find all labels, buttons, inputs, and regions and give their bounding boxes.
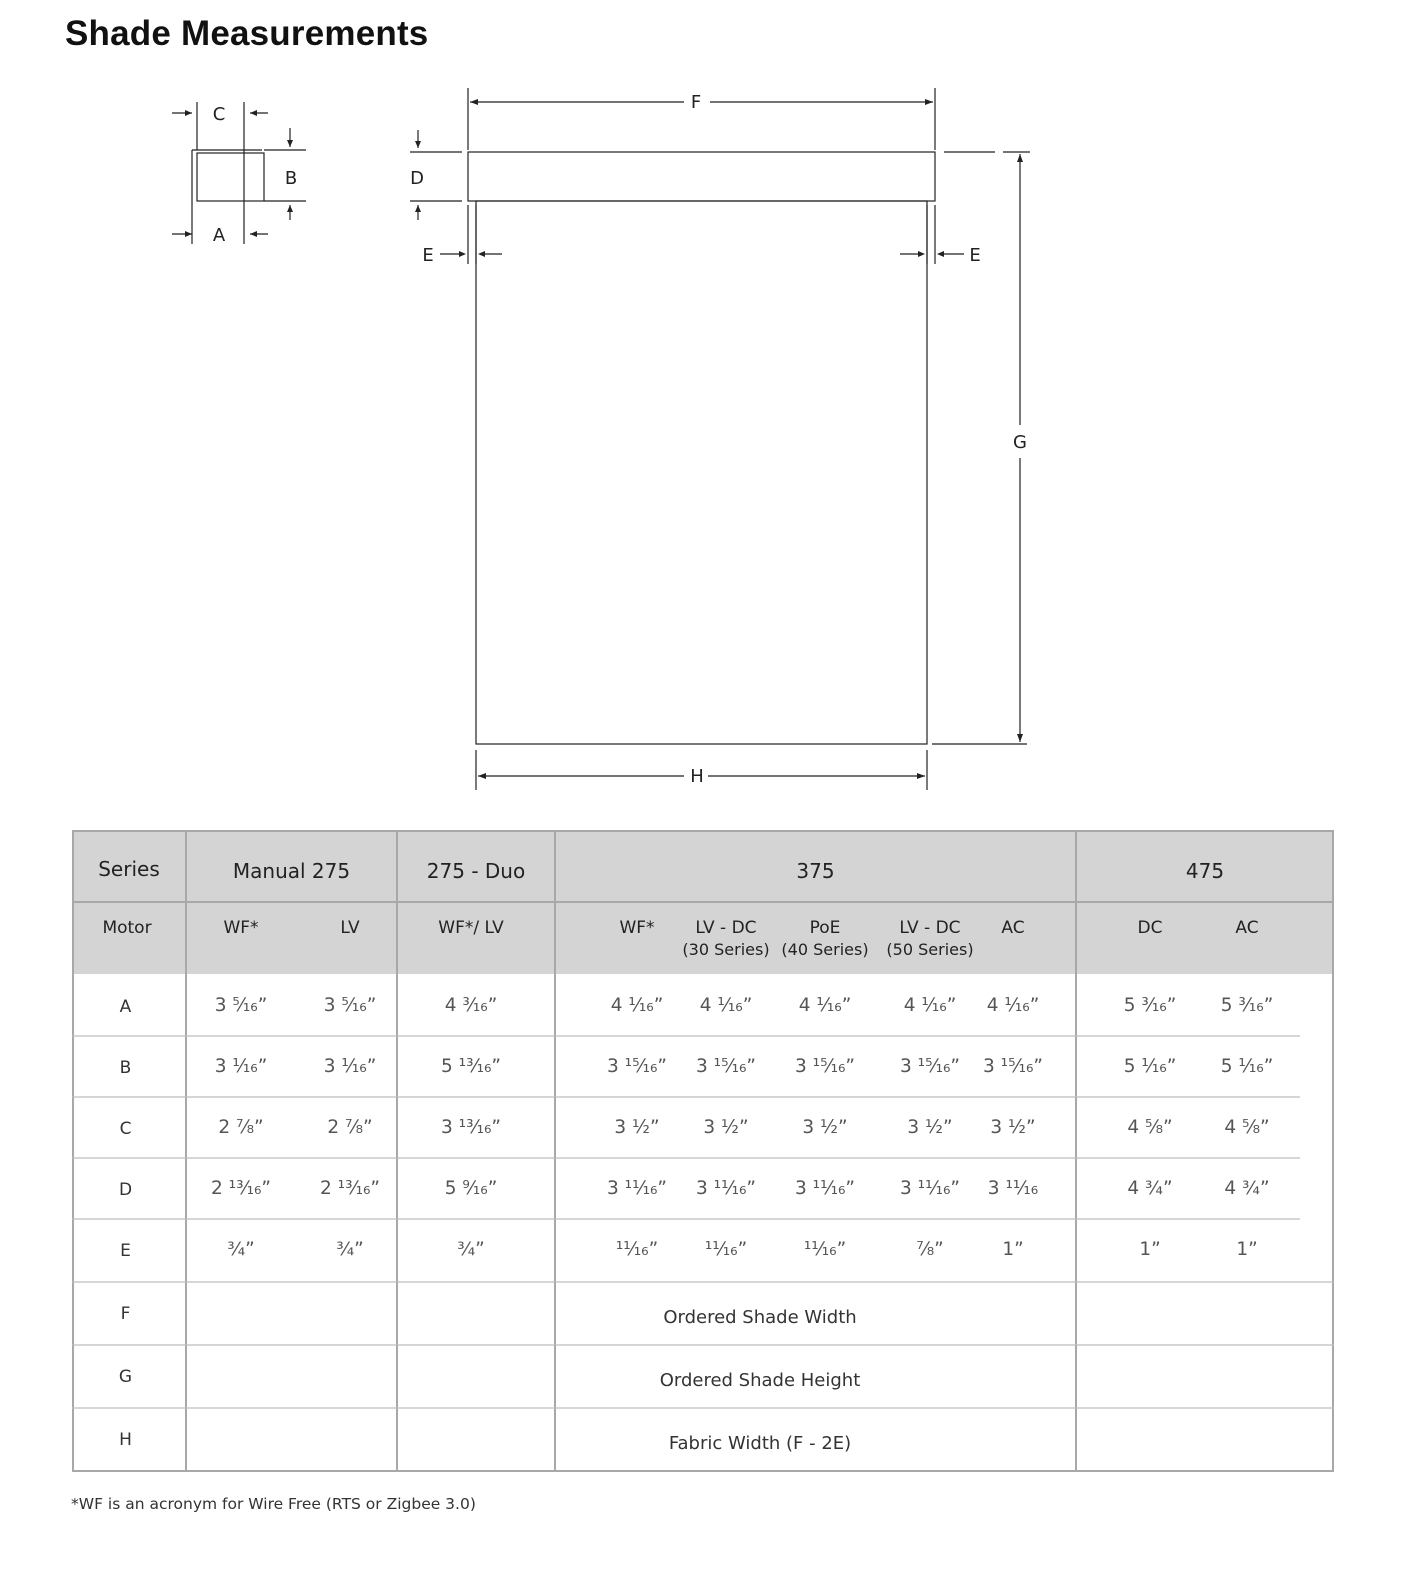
table-cell: 3 ¹¹⁄₁₆” bbox=[696, 1178, 756, 1199]
span-cell-g: Ordered Shade Height bbox=[659, 1370, 861, 1391]
table-cell: 1” bbox=[1236, 1239, 1258, 1260]
headrail bbox=[468, 152, 935, 201]
motor-name: WF* bbox=[619, 918, 655, 938]
row-label-h: H bbox=[119, 1430, 132, 1450]
table-cell: ⁷⁄₈” bbox=[916, 1239, 944, 1260]
table-cell: 3 ¹¹⁄₁₆ bbox=[987, 1178, 1039, 1199]
table-cell: 4 ⁵⁄₈” bbox=[1224, 1117, 1270, 1138]
dim-label-h: H bbox=[690, 766, 704, 787]
series-375: 375 bbox=[796, 859, 835, 883]
table-cell: 3 ½” bbox=[703, 1117, 749, 1138]
row-label-c: C bbox=[119, 1119, 132, 1139]
table-cell: 3 ⁵⁄₁₆” bbox=[323, 995, 377, 1016]
table-cell: 5 ¹⁄₁₆” bbox=[1220, 1056, 1274, 1077]
motor-name: AC bbox=[1235, 918, 1259, 938]
row-label-f: F bbox=[120, 1304, 131, 1324]
row-label-a: A bbox=[119, 997, 132, 1017]
table-cell: 4 ³⁄₁₆” bbox=[444, 995, 498, 1016]
table-cell: 4 ¹⁄₁₆” bbox=[903, 995, 957, 1016]
table-cell: 3 ¹³⁄₁₆” bbox=[441, 1117, 501, 1138]
row-label-b: B bbox=[119, 1058, 132, 1078]
table-cell: ¹¹⁄₁₆” bbox=[704, 1239, 748, 1260]
table-cell: ¾” bbox=[227, 1239, 255, 1260]
table-cell: 3 ½” bbox=[990, 1117, 1036, 1138]
motor-name: AC bbox=[1001, 918, 1025, 938]
table-cell: 3 ¹⁵⁄₁₆” bbox=[983, 1056, 1043, 1077]
dim-label-f: F bbox=[690, 92, 702, 113]
table-cell: 4 ¹⁄₁₆” bbox=[699, 995, 753, 1016]
motor-col-1 bbox=[290, 918, 410, 939]
footnote: *WF is an acronym for Wire Free (RTS or Zigbee 3.0) bbox=[71, 1495, 476, 1513]
table-cell: 3 ¹¹⁄₁₆” bbox=[900, 1178, 960, 1199]
motor-name: LV - DC bbox=[695, 918, 757, 938]
table-cell: 3 ⁵⁄₁₆” bbox=[214, 995, 268, 1016]
motor-col-7 bbox=[953, 918, 1073, 939]
table-cell: 5 ³⁄₁₆” bbox=[1123, 995, 1177, 1016]
series-header: Series bbox=[98, 857, 160, 881]
motor-col-2 bbox=[411, 918, 531, 939]
table-cell: ¾” bbox=[336, 1239, 364, 1260]
fabric-panel bbox=[476, 201, 927, 744]
motor-col-5 bbox=[765, 918, 885, 960]
series-manual-275: Manual 275 bbox=[232, 859, 351, 883]
motor-name: WF*/ LV bbox=[438, 918, 504, 938]
table-cell: 3 ¹⁵⁄₁₆” bbox=[900, 1056, 960, 1077]
span-cell-f: Ordered Shade Width bbox=[663, 1307, 857, 1328]
table-cell: 4 ¹⁄₁₆” bbox=[610, 995, 664, 1016]
table-cell: 1” bbox=[1002, 1239, 1024, 1260]
motor-series-note: (40 Series) bbox=[781, 940, 869, 959]
page-title: Shade Measurements bbox=[65, 14, 429, 53]
table-cell: 3 ¹⁵⁄₁₆” bbox=[795, 1056, 855, 1077]
motor-header: Motor bbox=[102, 918, 152, 938]
table-cell: 3 ¹⁄₁₆” bbox=[214, 1056, 268, 1077]
table-cell: 4 ¾” bbox=[1127, 1178, 1173, 1199]
series-275-duo: 275 - Duo bbox=[426, 859, 526, 883]
motor-name: LV bbox=[340, 918, 360, 938]
table-cell: 5 ¹⁄₁₆” bbox=[1123, 1056, 1177, 1077]
table-cell: 5 ⁹⁄₁₆” bbox=[444, 1178, 498, 1199]
dim-label-a: A bbox=[212, 225, 226, 246]
table-cell: 5 ¹³⁄₁₆” bbox=[441, 1056, 501, 1077]
table-cell: 3 ¹¹⁄₁₆” bbox=[607, 1178, 667, 1199]
table-cell: 3 ¹⁵⁄₁₆” bbox=[696, 1056, 756, 1077]
table-cell: 2 ¹³⁄₁₆” bbox=[320, 1178, 380, 1199]
series-475: 475 bbox=[1185, 859, 1225, 883]
motor-name: LV - DC bbox=[899, 918, 961, 938]
table-cell: 4 ¹⁄₁₆” bbox=[798, 995, 852, 1016]
table-cell: ¹¹⁄₁₆” bbox=[615, 1239, 659, 1260]
table-cell: 3 ¹⁄₁₆” bbox=[323, 1056, 377, 1077]
dim-label-d: D bbox=[410, 168, 424, 189]
table-cell: ¹¹⁄₁₆” bbox=[803, 1239, 847, 1260]
table-cell: 2 ⁷⁄₈” bbox=[327, 1117, 373, 1138]
table-cell: 4 ¹⁄₁₆” bbox=[986, 995, 1040, 1016]
dim-label-g: G bbox=[1013, 432, 1027, 453]
table-cell: 3 ½” bbox=[614, 1117, 660, 1138]
dim-label-e-left: E bbox=[422, 245, 434, 266]
table-cell: 4 ¾” bbox=[1224, 1178, 1270, 1199]
table-cell: 3 ¹¹⁄₁₆” bbox=[795, 1178, 855, 1199]
table-cell: 3 ¹⁵⁄₁₆” bbox=[607, 1056, 667, 1077]
row-label-d: D bbox=[118, 1180, 133, 1200]
motor-series-note: (50 Series) bbox=[886, 940, 974, 959]
table-cell: 4 ⁵⁄₈” bbox=[1127, 1117, 1173, 1138]
table-cell: 2 ¹³⁄₁₆” bbox=[211, 1178, 271, 1199]
motor-name: WF* bbox=[223, 918, 259, 938]
row-label-e: E bbox=[120, 1241, 131, 1261]
motor-col-9 bbox=[1187, 918, 1307, 939]
measurements-table bbox=[72, 830, 1334, 1472]
table-cell: ¾” bbox=[457, 1239, 485, 1260]
dim-label-e-right: E bbox=[969, 245, 981, 266]
motor-name: PoE bbox=[809, 918, 841, 938]
table-cell: 1” bbox=[1139, 1239, 1161, 1260]
table-cell: 3 ½” bbox=[802, 1117, 848, 1138]
motor-series-note: (30 Series) bbox=[682, 940, 770, 959]
motor-name: DC bbox=[1137, 918, 1163, 938]
motor-col-0 bbox=[181, 918, 301, 939]
bracket-profile bbox=[197, 153, 264, 201]
table-cell: 5 ³⁄₁₆” bbox=[1220, 995, 1274, 1016]
row-label-g: G bbox=[118, 1367, 133, 1387]
dim-label-c: C bbox=[212, 104, 226, 125]
table-cell: 3 ½” bbox=[907, 1117, 953, 1138]
table-cell: 2 ⁷⁄₈” bbox=[218, 1117, 264, 1138]
span-cell-h: Fabric Width (F - 2E) bbox=[668, 1433, 852, 1454]
dim-label-b: B bbox=[284, 168, 298, 189]
